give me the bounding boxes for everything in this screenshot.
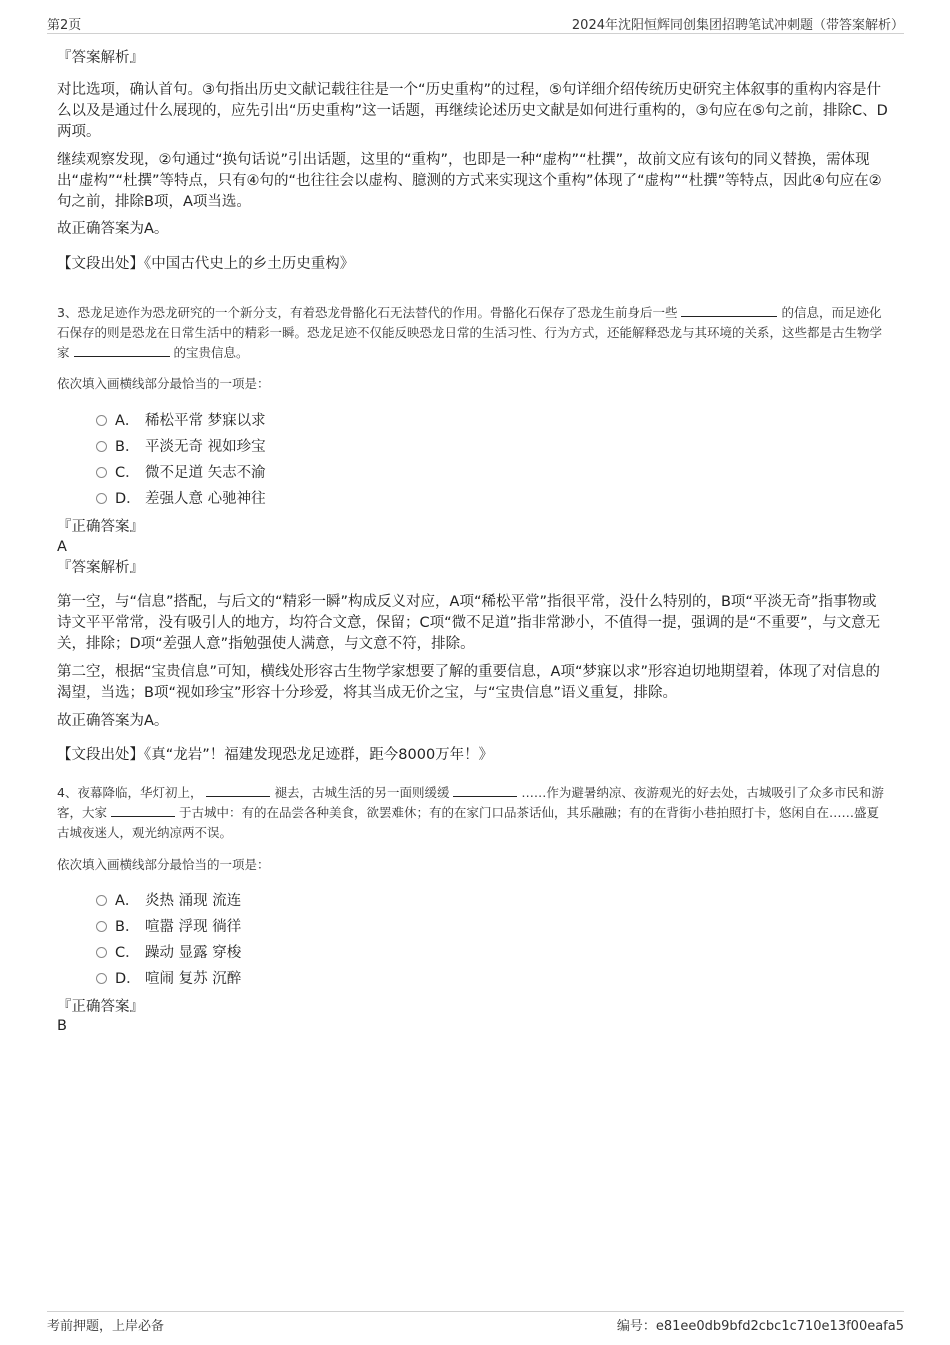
q2-source: 【文段出处】《中国古代史上的乡土历史重构》	[57, 256, 355, 272]
q4-stem	[57, 783, 889, 843]
radio-icon[interactable]	[96, 947, 107, 958]
q3-stem-part-c: 的宝贵信息。	[173, 345, 249, 360]
q4-stem-part-c: ……作为避暑纳凉、夜游观光的好去处，古城吸引了众多市民和游客，大家	[57, 785, 884, 820]
q3-blank-1	[681, 304, 777, 317]
q3-analysis-para1: 第一空，与“信息”搭配，与后文的“精彩一瞬”构成反义对应，A项“稀松平常”指很平常，没什么特别的，B项“平淡无奇”指事物或诗文平平常常，没有吸引人的地方，均符合文意，保留；C项“微不足道”指非常渺小，不值得一提，强调的是“不重要”，与文意无关，排除；D项“差强人意”指勉强使人满意，与文意不符，排除。	[57, 594, 881, 652]
q2-analysis-label: 『答案解析』	[57, 50, 144, 66]
q4-blank-1	[206, 784, 270, 797]
q4-prompt: 依次填入画横线部分最恰当的一项是：	[57, 857, 270, 872]
q3-source: 【文段出处】《真“龙岩”！福建发现恐龙足迹群，距今8000万年！》	[57, 747, 494, 763]
q4-option-a[interactable]: A． 炎热 涌现 流连	[96, 891, 241, 911]
radio-icon[interactable]	[96, 493, 107, 504]
q3-stem-part-a: 3、恐龙足迹作为恐龙研究的一个新分支，有着恐龙骨骼化石无法替代的作用。骨骼化石保存了恐龙生前身后一些	[57, 305, 678, 320]
q2-conclusion: 故正确答案为A。	[57, 221, 169, 237]
q4-option-d[interactable]: D． 喧闹 复苏 沉醉	[96, 969, 241, 989]
q4-blank-3	[111, 804, 175, 817]
q3-analysis-label: 『答案解析』	[57, 560, 144, 576]
q4-stem-part-d: 于古城中：有的在品尝各种美食，欲罢难休；有的在家门口品茶话仙，其乐融融；有的在背街小巷拍照打卡，悠闲自在……盛夏古城夜迷人，观光纳凉两不误。	[57, 805, 879, 840]
q4-option-b[interactable]: B． 喧嚣 浮现 徜徉	[96, 917, 241, 937]
radio-icon[interactable]	[96, 415, 107, 426]
page-footer	[47, 1311, 904, 1334]
q4-stem-part-b: 褪去，古城生活的另一面则缓缓	[274, 785, 450, 800]
radio-icon[interactable]	[96, 441, 107, 452]
radio-icon[interactable]	[96, 973, 107, 984]
q4-stem-part-a: 4、夜幕降临，华灯初上，	[57, 785, 203, 800]
q3-stem-part-b: 的信息，而足迹化石保存的则是恐龙在日常生活中的精彩一瞬。恐龙足迹不仅能反映恐龙日常的生活习性、行为方式，还能解释恐龙与其环境的关系，这些都是古生物学家	[57, 305, 883, 360]
document-id: 编号：e81ee0db9bfd2cbc1c710e13f00eafa5	[616, 1319, 904, 1334]
q3-answer: A	[57, 539, 67, 555]
q3-option-d[interactable]: D． 差强人意 心驰神往	[96, 489, 266, 509]
q4-answer: B	[57, 1018, 67, 1034]
page-header	[47, 14, 904, 34]
q4-option-c[interactable]: C． 躁动 显露 穿梭	[96, 943, 241, 963]
q3-analysis-para2: 第二空，根据“宝贵信息”可知，横线处形容古生物学家想要了解的重要信息，A项“梦寐以求”形容迫切地期望着，体现了对信息的渴望，当选；B项“视如珍宝”形容十分珍爱，将其当成无价之宝，与“宝贵信息”语义重复，排除。	[57, 664, 880, 701]
radio-icon[interactable]	[96, 895, 107, 906]
q3-option-c[interactable]: C． 微不足道 矢志不渝	[96, 463, 266, 483]
document-title: 2024年沈阳恒辉同创集团招聘笔试冲刺题（带答案解析）	[571, 18, 904, 33]
q3-option-b[interactable]: B． 平淡无奇 视如珍宝	[96, 437, 266, 457]
page-number: 第2页	[47, 18, 82, 33]
q3-blank-2	[74, 344, 170, 357]
q4-answer-label: 『正确答案』	[57, 999, 144, 1015]
radio-icon[interactable]	[96, 921, 107, 932]
q2-analysis-para1: 对比选项，确认首句。③句指出历史文献记载往往是一个“历史重构”的过程，⑤句详细介绍传统历史研究主体叙事的重构内容是什么以及是通过什么展现的，应先引出“历史重构”这一话题，再继续论述历史文献是如何进行重构的，③句应在⑤句之前，排除C、D两项。	[57, 82, 888, 140]
radio-icon[interactable]	[96, 467, 107, 478]
q3-stem	[57, 303, 889, 363]
q2-analysis-para2: 继续观察发现，②句通过“换句话说”引出话题，这里的“重构”，也即是一种“虚构”“杜撰”，故前文应有该句的同义替换，需体现出“虚构”“杜撰”等特点，只有④句的“也往往会以虚构、臆测的方式来实现这个重构”体现了“虚构”“杜撰”等特点，因此④句应在②句之前，排除B项，A项当选。	[57, 152, 882, 210]
q3-option-a[interactable]: A． 稀松平常 梦寐以求	[96, 411, 266, 431]
q3-conclusion: 故正确答案为A。	[57, 713, 169, 729]
q3-answer-label: 『正确答案』	[57, 519, 144, 535]
q3-prompt: 依次填入画横线部分最恰当的一项是：	[57, 376, 270, 391]
footer-slogan: 考前押题，上岸必备	[47, 1319, 165, 1334]
q4-blank-2	[453, 784, 517, 797]
